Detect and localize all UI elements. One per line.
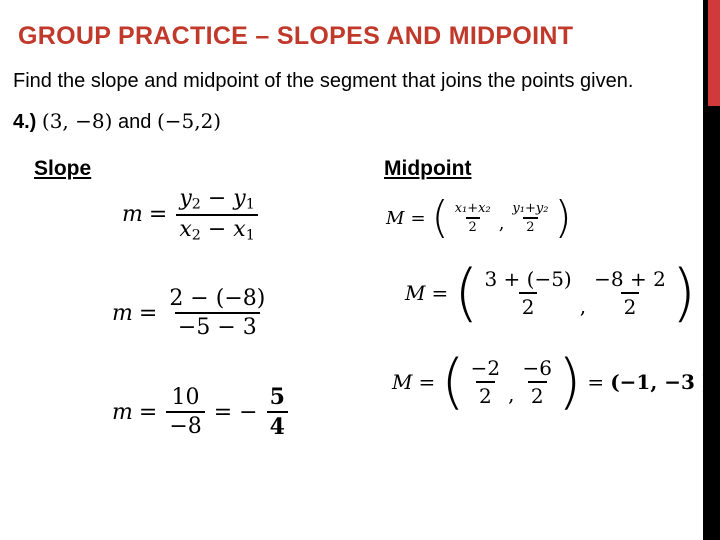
problem-statement xyxy=(13,109,221,134)
slope-substitution-fraction: $\frac{2 - (-8)}{-5 - 3}$ xyxy=(169,286,266,340)
midpoint-formula-x-fraction: $\frac{\text{x₁+x₂}}{2}$ xyxy=(454,201,491,235)
slope-formula-fraction: $\frac{y_2 - y_1}{x_2 - x_1}$ xyxy=(176,186,258,243)
instruction-text: Find the slope and midpoint of the segment that joins the points given. xyxy=(13,70,634,92)
midpoint-result: M = ( $\frac{-2}{2}$ , $\frac{-6}{2}$ ) = (−1, −3 ) xyxy=(392,347,712,417)
midpoint-formula: M = ( $\frac{\text{x₁+x₂}}{2}$ , $\frac{\text{y₁+y₂}}{2}$ ) xyxy=(386,192,572,243)
midpoint-result-y-fraction: $\frac{-6}{2}$ xyxy=(522,356,552,408)
slope-lhs: m xyxy=(112,300,133,326)
slope-lhs: m xyxy=(122,202,143,228)
right-accent-bar xyxy=(708,0,720,106)
midpoint-formula-y-fraction: $\frac{\text{y₁+y₂}}{2}$ xyxy=(512,201,549,235)
slope-formula: m = $\frac{y_2 - y_1}{x_2 - x_1}$ xyxy=(122,186,261,243)
point-2: (−5,2) xyxy=(156,109,222,133)
slope-result: m = $\frac{10}{-8}$ = − $\frac{5}{4}$ xyxy=(112,384,291,440)
slope-intermediate-fraction: $\frac{10}{-8}$ xyxy=(166,385,204,439)
slide-title: GROUP PRACTICE – SLOPES AND MIDPOINT xyxy=(18,22,574,50)
connector-word: and xyxy=(118,111,152,133)
slope-lhs: m xyxy=(112,399,133,425)
midpoint-substitution-y-fraction: $\frac{-8 + 2}{2}$ xyxy=(594,267,666,319)
midpoint-substitution: M = ( $\frac{3 + (-5)}{2}$ , $\frac{-8 + 2}{2}$ ) xyxy=(405,256,696,329)
midpoint-result-x-fraction: $\frac{-2}{2}$ xyxy=(470,356,501,408)
midpoint-substitution-x-fraction: $\frac{3 + (-5)}{2}$ xyxy=(484,267,572,319)
slope-substitution: m = $\frac{2 - (-8)}{-5 - 3}$ xyxy=(112,286,271,340)
midpoint-heading: Midpoint xyxy=(384,157,472,180)
point-1: (3, −8) xyxy=(41,109,113,133)
problem-number: 4.) xyxy=(13,111,37,133)
slope-final-fraction: $\frac{5}{4}$ xyxy=(267,384,288,440)
midpoint-answer: (−1, −3 ) xyxy=(610,370,712,394)
slope-heading: Slope xyxy=(34,157,92,180)
